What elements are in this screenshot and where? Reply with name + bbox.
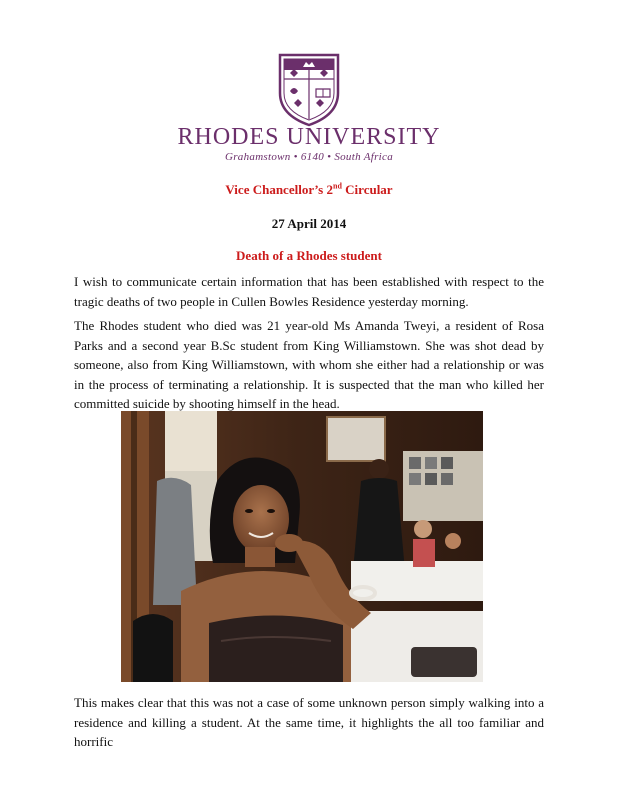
university-name: RHODES UNIVERSITY (177, 124, 441, 150)
student-photo (121, 411, 483, 682)
circular-title (0, 182, 618, 198)
university-crest-icon (278, 53, 340, 127)
university-location: Grahamstown • 6140 • South Africa (224, 151, 394, 163)
circular-title-prefix: Vice Chancellor’s 2 (225, 182, 333, 197)
circular-title-sup: nd (333, 181, 342, 191)
circular-subject: Death of a Rhodes student (236, 248, 382, 263)
body-paragraph-2: The Rhodes student who died was 21 year-old Ms Amanda Tweyi, a resident of Rosa Parks and a second year B.Sc student from King Williamstown. She was shot dead by someone, also from King Williamstown, with whom she either had a relationship or was in the process of terminating a relationship. It is suspected that the man who killed her committed suicide by shooting himself in the head. (74, 318, 544, 411)
student-photo-image (121, 411, 483, 682)
body-paragraph-1: I wish to communicate certain information that has been established with respect to the tragic deaths of two people in Cullen Bowles Residence yesterday morning. (74, 274, 544, 309)
body-paragraph-3: This makes clear that this was not a case of some unknown person simply walking into a residence and killing a student. At the same time, it highlights the all too familiar and horrific (74, 695, 544, 749)
circular-date: 27 April 2014 (271, 216, 347, 231)
circular-title-suffix: Circular (341, 182, 393, 197)
